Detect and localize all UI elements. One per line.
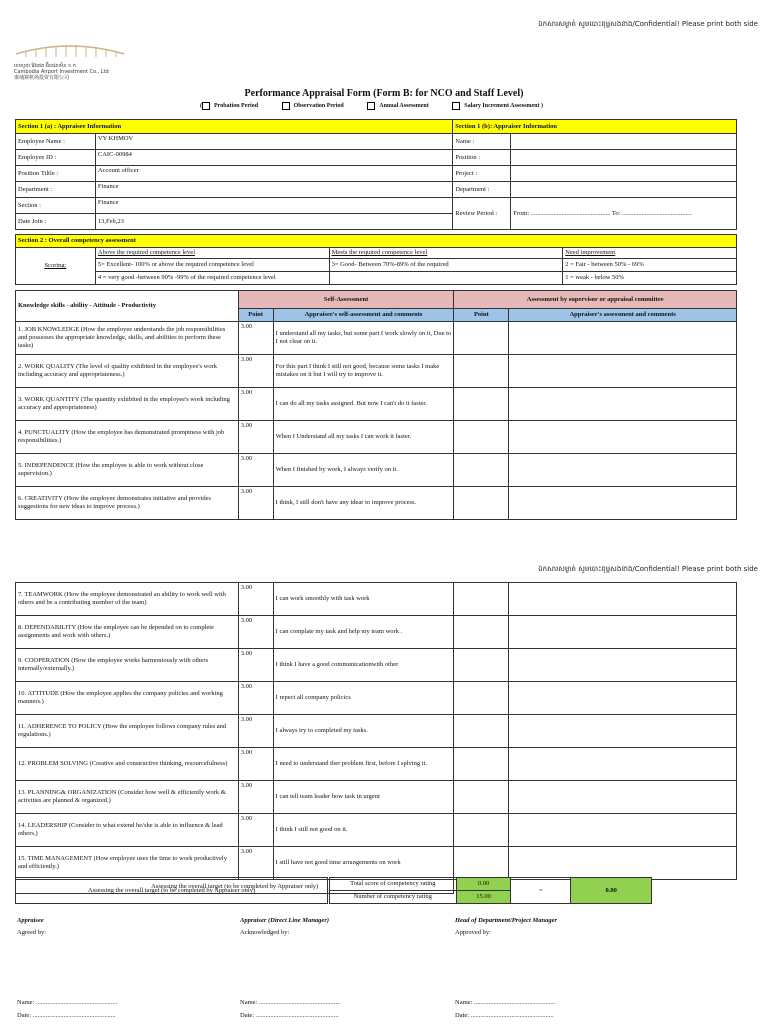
self-point[interactable]: 3.00 xyxy=(238,814,273,847)
option-annual[interactable]: Annual Assessment xyxy=(367,103,429,109)
supervisor-comment[interactable] xyxy=(509,715,737,748)
head-date-line[interactable]: Date: ................................................... xyxy=(455,1012,554,1019)
scoring-need-heading: Need improvement xyxy=(563,248,737,259)
checkbox-icon[interactable] xyxy=(367,102,375,110)
self-comment[interactable]: I think, I still don't have any idear to improve process. xyxy=(273,487,454,520)
scoring-2: 2 = Fair - between 50% - 69% xyxy=(563,259,737,272)
supervisor-point[interactable] xyxy=(454,355,509,388)
label-employee-id: Employee ID : xyxy=(16,150,96,166)
logo-icon xyxy=(14,40,126,58)
section1-table xyxy=(15,119,737,230)
supervisor-point[interactable] xyxy=(454,814,509,847)
item-description: 1. JOB KNOWLEDGE (How the employee understands the job responsibilities and possesses the appropriate knowledge, skills, and abilities to perform these tasks) xyxy=(16,322,239,355)
self-point[interactable]: 3.00 xyxy=(238,715,273,748)
supervisor-comment[interactable] xyxy=(509,388,737,421)
equals-sign: = xyxy=(511,878,571,904)
label-employee-name: Employee Name : xyxy=(16,134,96,150)
item-description: 8. DEPENDABILITY (How the employee can be depended on to complete assignments and work with others.) xyxy=(16,616,239,649)
form-title: Performance Appraisal Form (Form B: for NCO and Staff Level) xyxy=(244,88,524,99)
final-result: 0.00 xyxy=(571,878,652,904)
scoring-meets-heading: Meets the required competence level xyxy=(329,248,563,259)
self-comment[interactable]: I understand all my tasks, but some part I work slowly on it, Due to I not clear on it. xyxy=(273,322,454,355)
item-description: 13. PLANNING& ORGANIZATION (Consider how well & efficiently work & activities are planned & organized.) xyxy=(16,781,239,814)
value-employee-id[interactable]: CAIC-00984 xyxy=(95,150,452,166)
label-review-period: Review Period : xyxy=(453,198,511,230)
items-page2-body xyxy=(16,583,737,880)
self-comment[interactable]: I can work smoothly with task work xyxy=(273,583,454,616)
supervisor-point[interactable] xyxy=(454,322,509,355)
table-row xyxy=(16,388,737,421)
item-description: 7. TEAMWORK (How the employee demonstrated an ability to work well with others and be a contributing member of the team) xyxy=(16,583,239,616)
value-employee-name[interactable]: VY KHMOV xyxy=(95,134,452,150)
self-comment[interactable]: I always try to completed my tasks. xyxy=(273,715,454,748)
value-appraiser-department[interactable] xyxy=(511,182,737,198)
assess-overall-label: Assessing the overall target (to be completed by Appraiser only) xyxy=(16,880,454,894)
supervisor-point[interactable] xyxy=(454,748,509,781)
value-appraiser-position[interactable] xyxy=(511,150,737,166)
supervisor-comment[interactable] xyxy=(509,454,737,487)
item-description: 10. ATTITUDE (How the employee applies the company policies and working manners.) xyxy=(16,682,239,715)
checkbox-icon[interactable] xyxy=(282,102,290,110)
table-row xyxy=(16,421,737,454)
assess-overall-box xyxy=(15,877,328,904)
self-comment[interactable]: I repect all company policics xyxy=(273,682,454,715)
self-point[interactable]: 3.00 xyxy=(238,847,273,880)
section1a-header: Section 1 (a) : Appraisee Information xyxy=(16,120,453,134)
value-appraiser-project[interactable] xyxy=(511,166,737,182)
self-comment[interactable]: I need to understand ther problem first, before I splving it. xyxy=(273,748,454,781)
supervisor-point[interactable] xyxy=(454,454,509,487)
self-point[interactable]: 3.00 xyxy=(238,322,273,355)
checkbox-icon[interactable] xyxy=(452,102,460,110)
table-row xyxy=(16,454,737,487)
supervisor-comment[interactable] xyxy=(509,748,737,781)
section2-header: Section 2 : Overall competency assessment xyxy=(16,235,737,248)
label-date-join: Date Join : xyxy=(16,214,96,230)
self-comment[interactable]: When I finished by work, I always verify on it. xyxy=(273,454,454,487)
item-description: 3. WORK QUANTITY (The quantity exhibited in the employee's work including accuracy and appropriateness) xyxy=(16,388,239,421)
supervisor-point[interactable] xyxy=(454,388,509,421)
value-section[interactable]: Finance xyxy=(95,198,452,214)
option-probation[interactable]: ( Probation Period xyxy=(200,103,259,110)
supervisor-point[interactable] xyxy=(454,421,509,454)
supervisor-point[interactable] xyxy=(454,781,509,814)
logo-text-english: Cambodia Airport Investment Co., Ltd xyxy=(14,69,109,75)
scoring-5: 5= Excellent- 100% or above the required competence level xyxy=(95,259,329,272)
item-description: 14. LEADERSHIP (Consider to what extend he/she is able to influence & lead others.) xyxy=(16,814,239,847)
num-rating-label: Number of competency rating xyxy=(330,891,457,904)
table-row xyxy=(16,781,737,814)
self-point[interactable]: 3.00 xyxy=(238,583,273,616)
appraiser-name-line[interactable]: Name: .................................................. xyxy=(240,999,341,1006)
self-point[interactable]: 3.00 xyxy=(238,487,273,520)
supervisor-comment[interactable] xyxy=(509,616,737,649)
supervisor-point[interactable] xyxy=(454,682,509,715)
footer-appraisee: Appraisee xyxy=(17,917,44,924)
scoring-empty xyxy=(329,272,563,285)
item-description: 5. INDEPENDENCE (How the employee is able to work without close supervision.) xyxy=(16,454,239,487)
supervisor-comments-header: Appraiser's assessment and comments xyxy=(509,309,737,322)
table-row xyxy=(16,715,737,748)
self-comment[interactable]: I still have not good time arrangements on work xyxy=(273,847,454,880)
table-row xyxy=(16,616,737,649)
assess-overall-text: Assessing the overall target (to be completed by Appraiser only) xyxy=(87,887,256,894)
item-description: 9. COOPERATION (How the employee works harmoniously with others internally/externally.) xyxy=(16,649,239,682)
self-comment[interactable]: I can tell team leader how task in urgent xyxy=(273,781,454,814)
item-description: 6. CREATIVITY (How the employee demonstrates initiative and provides suggestions for new ideas to improve process.) xyxy=(16,487,239,520)
self-assessment-header: Self-Assessment xyxy=(238,291,454,309)
self-point[interactable]: 3.00 xyxy=(238,781,273,814)
supervisor-comment[interactable] xyxy=(509,421,737,454)
supervisor-comment[interactable] xyxy=(509,847,737,880)
scoring-label: Scoring: xyxy=(16,248,96,285)
logo-text-khmer: ខេមបូឌា អ៊ែរផត អ៊ិនវេសមិន ខ.ក xyxy=(14,63,76,69)
table-row xyxy=(16,649,737,682)
table-row xyxy=(16,814,737,847)
knowledge-header: Knowledge skills - ability - Attitude - Productivity xyxy=(16,291,239,322)
section2-table xyxy=(15,234,737,285)
confidential-note-top: ឯកសារសម្ងាត់ សូមបោះពុម្ពសងខាង/Confidential! Please print both side xyxy=(538,20,758,28)
value-date-join[interactable]: 13,Feb,23 xyxy=(95,214,452,230)
footer-agreed: Agreed by: xyxy=(17,929,47,936)
self-comment[interactable]: I think I have a good communicationwith other xyxy=(273,649,454,682)
value-department[interactable]: Finance xyxy=(95,182,452,198)
self-point[interactable]: 3.00 xyxy=(238,649,273,682)
company-logo xyxy=(14,40,126,84)
scoring-1: 1 = weak - below 50% xyxy=(563,272,737,285)
logo-text-chinese: 柬埔寨机场投资有限公司 xyxy=(14,75,70,81)
item-description: 2. WORK QUALITY (The level of quality exhibited in the employee's work including accuracy and appropriateness.) xyxy=(16,355,239,388)
self-point[interactable]: 3.00 xyxy=(238,682,273,715)
section1b-header: Section 1 (b): Appraiser Information xyxy=(453,120,737,134)
option-observation[interactable]: Observation Period xyxy=(282,103,344,109)
assessment-table-page2 xyxy=(15,582,737,894)
table-row xyxy=(16,847,737,880)
supervisor-comment[interactable] xyxy=(509,487,737,520)
self-point[interactable]: 3.00 xyxy=(238,421,273,454)
appraisee-name-line[interactable]: Name: .................................................. xyxy=(17,999,118,1006)
self-comment[interactable]: When I Understand all my tasks I can work it faster. xyxy=(273,421,454,454)
self-point[interactable]: 3.00 xyxy=(238,388,273,421)
scoring-3: 3= Good- Between 70%-89% of the required xyxy=(329,259,563,272)
footer-appraiser: Appraiser (Direct Line Manager) xyxy=(240,917,330,924)
supervisor-point[interactable] xyxy=(454,487,509,520)
label-appraiser-project: Project : xyxy=(453,166,511,182)
value-review-period[interactable]: From: ................................................. To: ........................................... xyxy=(511,198,737,230)
label-appraiser-position: Position : xyxy=(453,150,511,166)
supervisor-comment[interactable] xyxy=(509,583,737,616)
item-description: 11. ADHERENCE TO POLICY (How the employee follows company rules and regulations.) xyxy=(16,715,239,748)
label-appraiser-name: Name : xyxy=(453,134,511,150)
supervisor-comment[interactable] xyxy=(509,322,737,355)
point-header-self: Point xyxy=(238,309,273,322)
appraiser-date-line[interactable]: Date: ................................................... xyxy=(240,1012,339,1019)
scoring-4: 4 = very good -between 90% -99% of the required competence level xyxy=(95,272,329,285)
table-row xyxy=(16,682,737,715)
scoring-above-heading: Above the required competence level xyxy=(95,248,329,259)
totals-table xyxy=(329,877,652,904)
assessment-table-page1 xyxy=(15,290,737,520)
label-appraiser-department: Department : xyxy=(453,182,511,198)
self-comment[interactable]: For this part I think I still not good, because some tasks I make mistakes on it but I will try to improve it. xyxy=(273,355,454,388)
footer-head: Head of Department/Project Manager xyxy=(455,917,558,924)
self-point[interactable]: 3.00 xyxy=(238,748,273,781)
supervisor-comment[interactable] xyxy=(509,814,737,847)
label-section: Section : xyxy=(16,198,96,214)
supervisor-point[interactable] xyxy=(454,847,509,880)
supervisor-comment[interactable] xyxy=(509,355,737,388)
self-point[interactable]: 3.00 xyxy=(238,454,273,487)
value-appraiser-name[interactable] xyxy=(511,134,737,150)
supervisor-comment[interactable] xyxy=(509,781,737,814)
self-point[interactable]: 3.00 xyxy=(238,616,273,649)
footer-approved: Approved by: xyxy=(455,929,491,936)
supervisor-assessment-header: Assessment by supervisor or appraisal committee xyxy=(454,291,737,309)
confidential-note-page2: ឯកសារសម្ងាត់ សូមបោះពុម្ពសងខាង/Confidential! Please print both side xyxy=(538,565,758,573)
self-comment[interactable]: I can complate my task and help my team work . xyxy=(273,616,454,649)
label-department: Department : xyxy=(16,182,96,198)
item-description: 15. TIME MANAGEMENT (How employee uses the time to work productively and efficiently.) xyxy=(16,847,239,880)
table-row xyxy=(16,487,737,520)
table-row xyxy=(16,583,737,616)
supervisor-comment[interactable] xyxy=(509,649,737,682)
footer-acknowledged: Acknowledged by: xyxy=(240,929,290,936)
period-options xyxy=(200,102,565,110)
label-position-title: Position Tiltle : xyxy=(16,166,96,182)
supervisor-point[interactable] xyxy=(454,649,509,682)
checkbox-icon[interactable] xyxy=(202,102,210,110)
supervisor-comment[interactable] xyxy=(509,682,737,715)
appraisee-date-line[interactable]: Date: ................................................... xyxy=(17,1012,116,1019)
value-position-title[interactable]: Account officer xyxy=(95,166,452,182)
supervisor-point[interactable] xyxy=(454,715,509,748)
self-comment[interactable]: I think I still not good on it. xyxy=(273,814,454,847)
supervisor-point[interactable] xyxy=(454,616,509,649)
self-point[interactable]: 3.00 xyxy=(238,355,273,388)
option-salary-increment[interactable]: Salary Increment Assessment ) xyxy=(452,103,543,109)
table-row xyxy=(16,355,737,388)
total-score-value: 0.00 xyxy=(456,878,511,891)
item-description: 4. PUNCTUALITY (How the employee has demonstrated promptness with job responsibilities.) xyxy=(16,421,239,454)
head-name-line[interactable]: Name: .................................................. xyxy=(455,999,556,1006)
self-comments-header: Appraisee's self-assessment and comments xyxy=(273,309,454,322)
self-comment[interactable]: I can do all my tasks assigned. But now I can't do it faster. xyxy=(273,388,454,421)
table-row xyxy=(16,322,737,355)
items-page1-body xyxy=(16,322,737,520)
num-rating-value: 15.00 xyxy=(456,891,511,904)
table-row xyxy=(16,748,737,781)
point-header-supervisor: Point xyxy=(454,309,509,322)
supervisor-point[interactable] xyxy=(454,583,509,616)
item-description: 12. PROBLEM SOLVING (Creative and constructive thinking, resourcefulness) xyxy=(16,748,239,781)
total-score-label: Total score of competency rating xyxy=(330,878,457,891)
